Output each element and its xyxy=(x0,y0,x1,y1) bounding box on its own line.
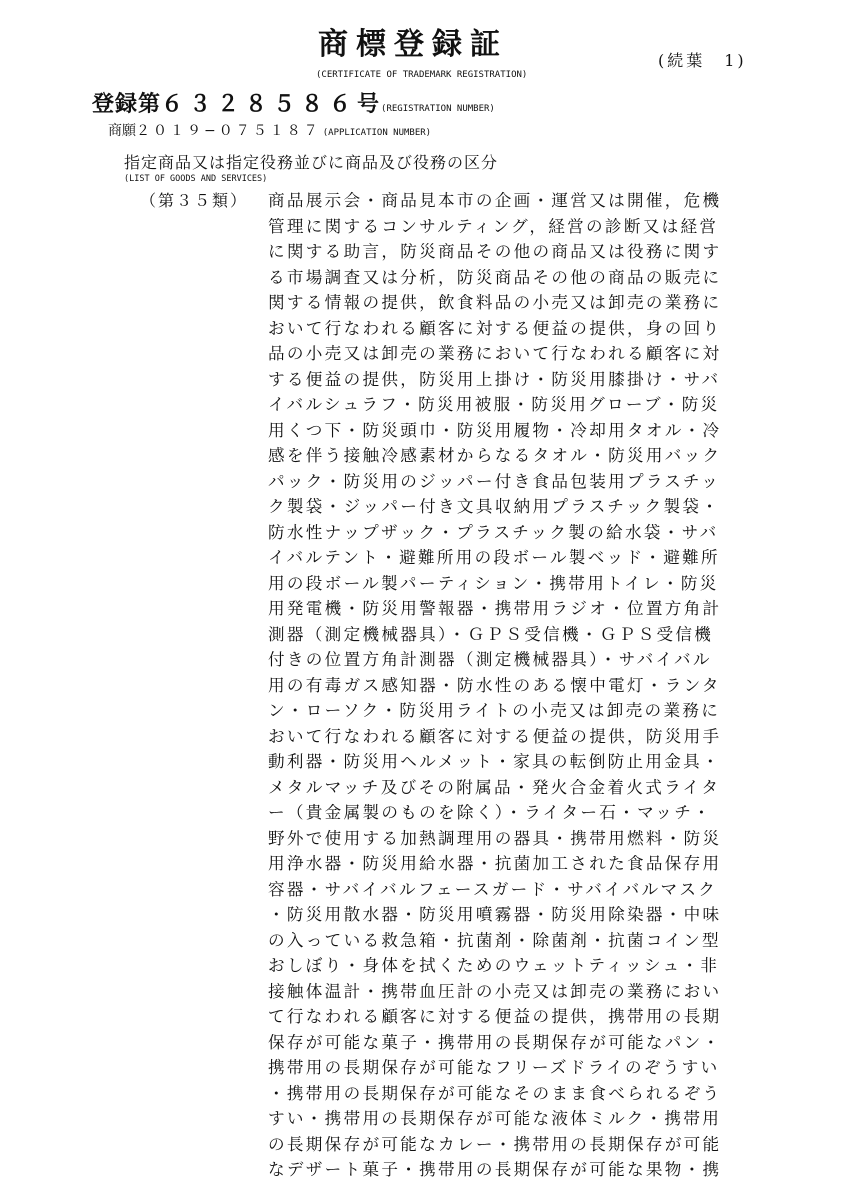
goods-text-line: る市場調査又は分析，防災商品その他の商品の販売に xyxy=(268,267,722,287)
goods-text-line: 保存が可能な菓子・携帯用の長期保存が可能なパン・ xyxy=(268,1032,722,1052)
goods-text-line: する便益の提供，防災用上掛け・防災用膝掛け・サバ xyxy=(268,369,721,389)
goods-text-line: 用の有毒ガス感知器・防水性のある懐中電灯・ランタ xyxy=(268,675,721,695)
goods-services-heading-english: (LIST OF GOODS AND SERVICES) xyxy=(124,174,268,184)
application-label: 商願 xyxy=(108,123,136,139)
goods-text-line: おいて行なわれる顧客に対する便益の提供，身の回り xyxy=(268,318,722,338)
goods-text-line: 用発電機・防災用警報器・携帯用ラジオ・位置方角計 xyxy=(268,599,722,618)
application-number: ２０１９−０７５１８７ xyxy=(136,123,321,139)
goods-text-line: おしぼり・身体を拭くためのウェットティッシュ・非 xyxy=(268,956,720,975)
goods-text-line: ク製袋・ジッパー付き文具収納用プラスチック製袋・ xyxy=(268,497,721,516)
goods-text-line: 用くつ下・防災頭巾・防災用履物・冷却用タオル・冷 xyxy=(268,420,722,440)
goods-text-line: 関する情報の提供，飲食料品の小売又は卸売の業務に xyxy=(268,293,722,312)
goods-text-line: に関する助言，防災商品その他の商品又は役務に関す xyxy=(268,242,722,261)
goods-text-line: 野外で使用する加熱調理用の器具・携帯用燃料・防災 xyxy=(268,828,722,848)
certificate-title: 商標登録証 xyxy=(318,27,508,62)
goods-text-line: 動利器・防災用ヘルメット・家具の転倒防止用金具・ xyxy=(268,752,721,771)
certificate-title-english: (CERTIFICATE OF TRADEMARK REGISTRATION) xyxy=(316,70,528,80)
goods-services-heading: 指定商品又は指定役務並びに商品及び役務の区分 xyxy=(124,153,499,172)
registration-label: 登録第 xyxy=(92,91,162,117)
goods-text-line: 用の段ボール製パーティション・携帯用トイレ・防災 xyxy=(268,573,719,593)
goods-class-label: （第３５類） xyxy=(140,191,249,210)
goods-text-line: の長期保存が可能なカレー・携帯用の長期保存が可能 xyxy=(268,1134,722,1154)
goods-text-line: イバルシュラフ・防災用被服・防災用グローブ・防災 xyxy=(268,395,720,414)
goods-text-line: パック・防災用のジッパー付き食品包装用プラスチッ xyxy=(268,471,721,491)
registration-number-line xyxy=(92,87,495,118)
goods-text-line: ・携帯用の長期保存が可能なそのまま食べられるぞう xyxy=(268,1083,722,1103)
goods-text-line: て行なわれる顧客に対する便益の提供，携帯用の長期 xyxy=(268,1007,722,1026)
goods-text-line: ン・ローソク・防災用ライトの小売又は卸売の業務に xyxy=(268,701,721,720)
goods-text-line: の入っている救急箱・抗菌剤・除菌剤・抗菌コイン型 xyxy=(268,930,721,950)
application-number-line xyxy=(108,120,431,140)
registration-label-english: (REGISTRATION NUMBER) xyxy=(381,104,495,114)
registration-suffix: 号 xyxy=(357,91,380,117)
goods-text-line: 携帯用の長期保存が可能なフリーズドライのぞうすい xyxy=(268,1058,720,1077)
goods-text-line: ・防災用散水器・防災用噴霧器・防災用除染器・中味 xyxy=(268,905,722,924)
goods-text-line: 用浄水器・防災用給水器・抗菌加工された食品保存用 xyxy=(268,854,722,873)
goods-text-line: なデザート菓子・携帯用の長期保存が可能な果物・携 xyxy=(268,1160,722,1179)
goods-text-line: 防水性ナップザック・プラスチック製の給水袋・サバ xyxy=(268,522,719,542)
registration-number: ６３２８５８６ xyxy=(161,91,358,117)
goods-text-line: すい・携帯用の長期保存が可能な液体ミルク・携帯用 xyxy=(268,1109,722,1128)
goods-services-list xyxy=(268,188,748,1183)
goods-text-line: ー（貴金属製のものを除く）・ライター石・マッチ・ xyxy=(268,803,712,822)
goods-text-line: 感を伴う接触冷感素材からなるタオル・防災用バック xyxy=(268,446,722,465)
continuation-sheet-label: (続葉 1) xyxy=(658,51,747,70)
goods-text-line: メタルマッチ及びその附属品・発火合金着火式ライタ xyxy=(268,777,721,797)
goods-text-line: 商品展示会・商品見本市の企画・運営又は開催，危機 xyxy=(268,191,722,210)
goods-text-line: 接触体温計・携帯血圧計の小売又は卸売の業務におい xyxy=(268,981,722,1001)
goods-text-line: おいて行なわれる顧客に対する便益の提供，防災用手 xyxy=(268,726,722,746)
goods-text-line: 品の小売又は卸売の業務において行なわれる顧客に対 xyxy=(268,344,722,363)
goods-text-line: 管理に関するコンサルティング，経営の診断又は経営 xyxy=(268,216,719,236)
goods-text-line: 容器・サバイバルフェースガード・サバイバルマスク xyxy=(268,879,718,899)
application-label-english: (APPLICATION NUMBER) xyxy=(322,128,432,138)
goods-text-line: 付きの位置方角計測器（測定機械器具）・サバイバル xyxy=(268,650,712,669)
goods-text-line: 測器（測定機械器具）・ＧＰＳ受信機・ＧＰＳ受信機 xyxy=(268,624,714,644)
goods-text-line: イバルテント・避難所用の段ボール製ベッド・避難所 xyxy=(268,548,720,567)
